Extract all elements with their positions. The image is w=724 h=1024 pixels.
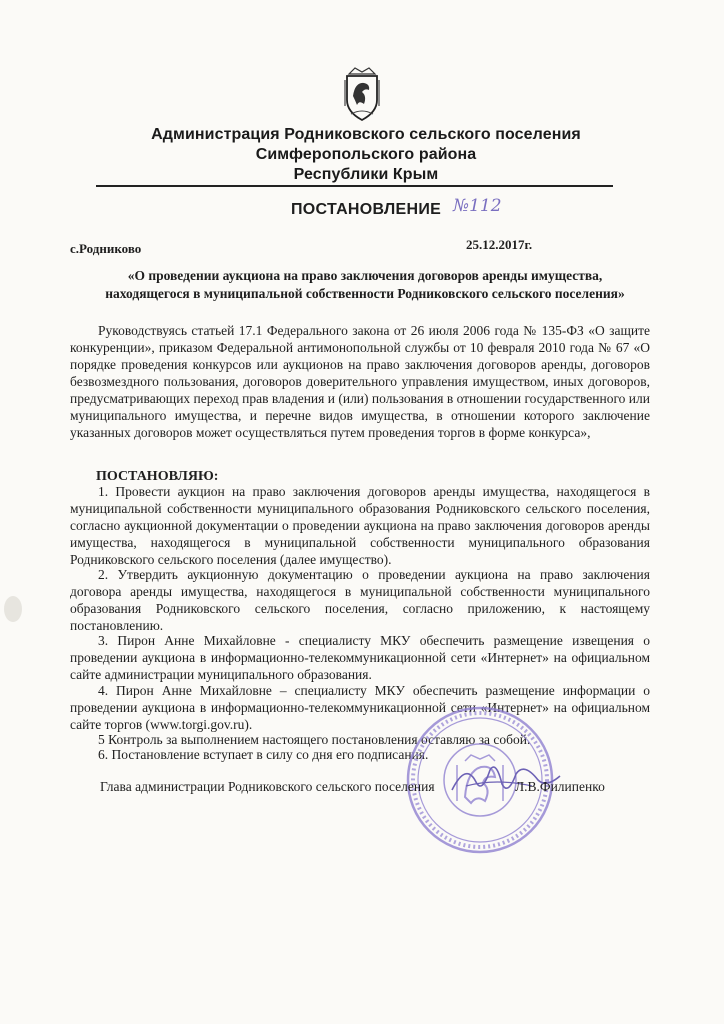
decree-item: 3. Пирон Анне Михайловне - специалисту МКУ обеспечить размещение извещения о проведении аукциона в информационно-телекоммуникационной сети «Интернет» на официальном сайте администрации муниципального образования.: [70, 633, 650, 682]
decree-item: 5 Контроль за выполнением настоящего постановления оставляю за собой.: [98, 732, 531, 747]
header-district: Симферопольского района: [255, 146, 477, 163]
signatory-name: Л.В.Филипенко: [515, 779, 605, 794]
document-type: ПОСТАНОВЛЕНИЕ: [291, 201, 442, 218]
decree-item: 2. Утвердить аукционную документацию о проведении аукциона на право заключения договора аренды имущества, находящегося в муниципальной собственности муниципального образования Родниковского сельского поселения, согласно приложению, к настоящему постановлению.: [70, 567, 650, 633]
document-date: 25.12.2017г.: [466, 237, 533, 252]
intro-paragraph: Руководствуясь статьей 17.1 Федерального закона от 26 июля 2006 года № 135-ФЗ «О защите конкуренции», приказом Федеральной антимонопольной службы от 10 февраля 2010 года № 67 «О порядке проведения конкурсов или аукционов на право заключения договоров аренды, договоров безвозмездного пользования, договоров доверительного управления имуществом, иных договоров, предусматривающих переход прав владения и (или) пользования в отношении государственного или муниципального имущества, и перечне видов имущества, в отношении которого заключение указанных договоров может осуществляться путем проведения торгов в форме конкурса»,: [70, 323, 650, 440]
decree-item: 6. Постановление вступает в силу со дня его подписания.: [98, 747, 429, 762]
punch-hole: [4, 596, 22, 622]
header-republic: Республики Крым: [293, 166, 439, 183]
document-title-line-2: находящегося в муниципальной собственности Родниковского сельского поселения»: [105, 286, 625, 301]
decree-item: 4. Пирон Анне Михайловне – специалисту МКУ обеспечить размещение информации о проведении аукциона в информационно-телекоммуникационной сети «Интернет» на официальном сайте торгов (www.torgi.gov.ru).: [70, 683, 650, 732]
decree-item: 1. Провести аукцион на право заключения договоров аренды имущества, находящегося в муниципальной собственности муниципального образования Родниковского сельского поселения, согласно аукционной документации о проведении аукциона на право заключения договоров аренды имущества, находящегося в муниципальной собственности муниципального образования Родниковского сельского поселения (далее имущество).: [70, 484, 650, 567]
document-number: №112: [453, 196, 502, 216]
header-organization: Администрация Родниковского сельского поселения: [151, 126, 581, 143]
decree-heading: ПОСТАНОВЛЯЮ:: [96, 469, 219, 484]
header-divider: [96, 185, 613, 187]
signatory-position: Глава администрации Родниковского сельского поселения: [100, 779, 435, 794]
document-title-line-1: «О проведении аукциона на право заключения договоров аренды имущества,: [127, 268, 603, 283]
document-place: с.Родниково: [70, 241, 142, 256]
crimea-coat-of-arms-icon: [343, 66, 381, 122]
